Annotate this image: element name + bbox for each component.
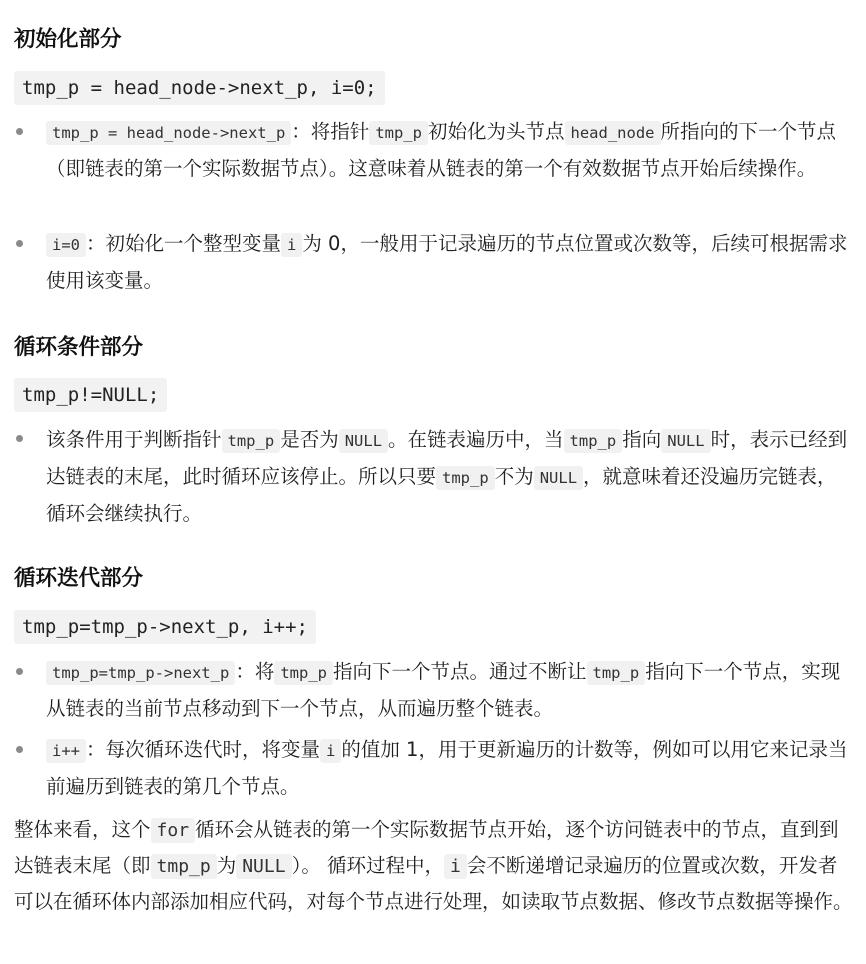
bullet-cond-1: 该条件用于判断指针 tmp_p 是否为 NULL 。在链表遍历中，当 tmp_p 指向 NULL 时，表示已经到达链表的末尾，此时循环应该停止。所以只要 tmp_p 不为 NULL ，就意味着还没遍历完链表，循环会继续执行。	[46, 428, 848, 525]
inline-code: NULL	[236, 854, 291, 879]
bullet-dot	[16, 128, 23, 135]
heading-iter: 循环迭代部分	[14, 566, 144, 591]
inline-code: NULL	[339, 429, 388, 453]
heading-cond: 循环条件部分	[14, 335, 144, 360]
heading-init: 初始化部分	[14, 27, 122, 52]
inline-code: i	[444, 854, 467, 879]
bullet-dot	[16, 746, 23, 753]
inline-code: head_node	[565, 121, 661, 145]
bullet-init-2: i=0 ：初始化一个整型变量 i 为 0，一般用于记录遍历的节点位置或次数等，后续可根据需求使用该变量。	[46, 232, 848, 292]
inline-code: tmp_p	[274, 661, 333, 685]
inline-code: i	[320, 739, 341, 763]
bullet-init-1: tmp_p = head_node->next_p ：将指针 tmp_p 初始化为头节点 head_node 所指向的下一个节点（即链表的第一个实际数据节点）。这意味着从链表的第一个有效数据节点开始后续操作。	[46, 120, 837, 180]
inline-code: for	[151, 818, 196, 843]
code-block-cond: tmp_p!=NULL;	[14, 378, 167, 412]
inline-code: NULL	[534, 466, 583, 490]
code-block-init: tmp_p = head_node->next_p, i=0;	[14, 71, 385, 105]
inline-code: tmp_p	[151, 854, 217, 879]
bullet-iter-1: tmp_p=tmp_p->next_p ：将 tmp_p 指向下一个节点。通过不断让 tmp_p 指向下一个节点，实现从链表的当前节点移动到下一个节点，从而遍历整个链表。	[46, 660, 841, 720]
inline-code: tmp_p	[222, 429, 281, 453]
bullet-dot	[16, 435, 23, 442]
inline-code: NULL	[661, 429, 710, 453]
inline-code: tmp_p	[587, 661, 646, 685]
bullet-dot	[16, 240, 23, 247]
code-block-iter: tmp_p=tmp_p->next_p, i++;	[14, 610, 316, 644]
summary-paragraph: 整体来看，这个 for 循环会从链表的第一个实际数据节点开始，逐个访问链表中的节点，直到到达链表末尾（即 tmp_p 为 NULL ）。 循环过程中， i 会不断递增记录遍历的位置或次数，开发者可以在循环体内部添加相应代码，对每个节点进行处理，如读取节点数据、修改节点数据等操作。	[14, 818, 853, 913]
inline-code: i=0	[46, 233, 86, 257]
inline-code: tmp_p=tmp_p->next_p	[46, 661, 235, 685]
bullet-iter-2: i++ ：每次循环迭代时，将变量 i 的值加 1，用于更新遍历的计数等，例如可以用它来记录当前遍历到链表的第几个节点。	[46, 738, 848, 798]
inline-code: i++	[46, 739, 86, 763]
inline-code: tmp_p	[564, 429, 623, 453]
bullet-dot	[16, 668, 23, 675]
inline-code: tmp_p	[369, 121, 428, 145]
inline-code: tmp_p	[436, 466, 495, 490]
inline-code: tmp_p = head_node->next_p	[46, 121, 291, 145]
inline-code: i	[281, 233, 302, 257]
